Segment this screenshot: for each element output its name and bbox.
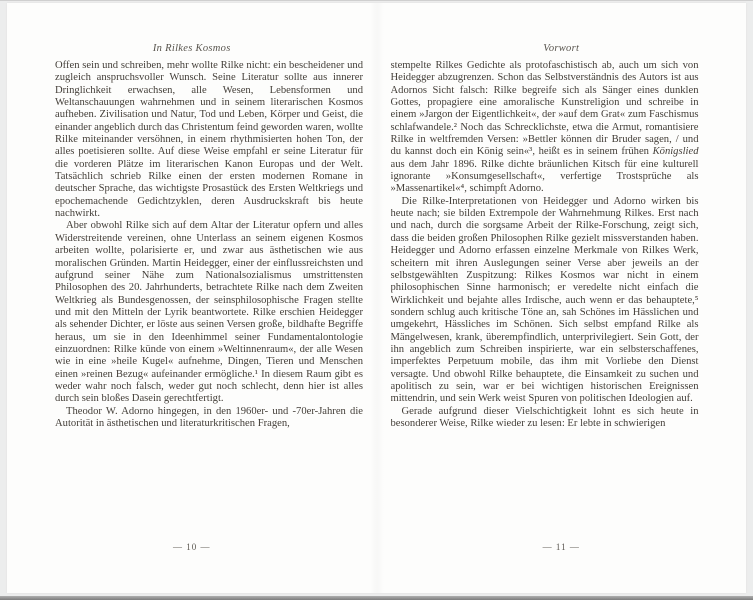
running-head-left: In Rilkes Kosmos: [152, 43, 231, 54]
page-number-right: — 11 —: [542, 542, 580, 552]
paragraph: Die Rilke-Interpretationen von Heidegger und Adorno wirken bis heute nach; sie bilden Extrempole der Wahrnehmung Rilkes. Erst nach und nach, durch die sorgsame Arbeit der Rilke-Forschung, zeigt sich, dass die beiden großen Philosophen Rilke gezielt missverstanden haben. Heidegger und Adorno erfassen einzelne Merkmale von Rilkes Werk, scheitern mit ihren Auslegungen seiner Verse aber jeweils an der selbstgewählten Zuspitzung: Rilkes Kosmos war nicht in einem philosophischen Sinne harmonisch; er veredelte nicht einfach die Wirklichkeit und bejahte alles Irdische, auch wenn er das behauptete,⁵ sondern schlug auch kritische Töne an, sah Schönes im Hässlichen und umgekehrt, Hässliches im Schönen. Sich selbst empfand Rilke als Mängelwesen, krank, überempfindlich, unterprivilegiert. Sein Gott, der ihn angeblich zum Schreiben inspirierte, war ein selbsterschaffenes, imperfektes Perpetuum mobile, das ihm mit Vorliebe den Dienst versagte. Und obwohl Rilke behauptete, die Einsamkeit zu suchen und apolitisch zu sein, war er bei wichtigen historischen Ereignissen mittendrin, und sein Werk weist Spuren von politischen Ideologien auf.: [390, 195, 699, 405]
page-left: [7, 3, 377, 593]
book-spread: [7, 3, 746, 593]
paragraph: Offen sein und schreiben, mehr wollte Rilke nicht: ein bescheidener und zugleich anspruchsvoller Wunsch. Seine Literatur sollte aus innerer Dringlichkeit erwachsen, alle Wesen, Lebensformen und Weltanschauungen wahrnehmen und in seinem literarischen Kosmos aufheben. Zivilisation und Natur, Tod und Leben, Körper und Geist, die einander angeblich durch das Christentum feind geworden waren, wollte Rilke miteinander versöhnen, in einem rhythmisierten hohen Ton, der alles poetisieren sollte. Auf diese Weise empfahl er seine Literatur für die vorderen Plätze im literarischen Kanon Europas und der Welt. Tatsächlich schrieb Rilke einen der ersten modernen Romane in deutscher Sprache, das wichtigste Prosastück des Ersten Weltkriegs und epochemachende Gedichtzyklen, deren Ausdruckskraft bis heute nachwirkt.: [55, 60, 363, 220]
paragraph: stempelte Rilkes Gedichte als protofaschistisch ab, auch um sich von Heidegger abzugrenzen. Schon das Selbstverständnis des Autors ist aus Adornos Sicht falsch: Rilke begreife sich als Sänger eines dunklen Gottes, propagiere eine amoralische Kunstreligion und schreibe in einem »Jargon der Eigentlichkeit«, der »auf dem Grat« zum Faschismus schlafwandele.² Noch das Schrecklichste, etwa die Armut, romantisiere Rilke in weltfremden Versen: »Bettler können dir Bruder sagen, / und du kannst doch ein König sein«³, heißt es in seinem frühen Königslied aus dem Jahr 1896. Rilke dichte bräunlichen Kitsch für eine kulturell ignorante »Konsumgesellschaft«, verfertige Trostsprüche als »Massenartikel«⁴, schimpft Adorno.: [390, 60, 699, 195]
running-head-right: Vorwort: [543, 43, 580, 54]
top-edge-line: [0, 0, 753, 1]
paragraph: Aber obwohl Rilke sich auf dem Altar der Literatur opfern und alles Widerstreitende vereinen, ohne Unterlass an seinem eigenen Kosmos arbeiten wollte, polarisierte er, und zwar aus ästhetischen wie aus moralischen Gründen. Martin Heidegger, einer der einflussreichsten und aufgrund seiner Nähe zum Nationalsozialismus umstrittensten Philosophen des 20. Jahrhunderts, betrachtete Rilke nach dem Zweiten Weltkrieg als Bundesgenossen, der seinsphilosophische Fragen stellte und mit den Mitteln der Lyrik beantwortete. Rilke erschien Heidegger als sehender Dichter, er löste aus seinen Versen große, bildhafte Begriffe heraus, um sie in den Ideenhimmel seiner Fundamentalontologie einzuordnen: Rilke künde von einem »Weltinnenraum«, der alle Wesen wie in eine »heile Kugel« aufnehme, Dingen, Tieren und Menschen einen »reinen Bezug« aufeinander ermögliche.¹ In diesem Raum gibt es weder wahr noch falsch, weder gut noch schlecht, denn hier ist alles durch sein bloßes Dasein gerechtfertigt.: [55, 220, 363, 405]
paragraph: Gerade aufgrund dieser Vielschichtigkeit lohnt es sich heute in besonderer Weise, Rilke wieder zu lesen: Er lebte in schwierigen: [390, 405, 699, 429]
page-right: [377, 3, 747, 593]
body-text-left: [55, 60, 363, 500]
paragraph: Theodor W. Adorno hingegen, in den 1960er- und -70er-Jahren die Autorität in ästhetischen und literaturkritischen Fragen,: [55, 405, 363, 429]
book-bottom-shadow: [0, 596, 753, 600]
page-number-left: — 10 —: [173, 542, 211, 552]
body-text-right: [391, 60, 699, 500]
